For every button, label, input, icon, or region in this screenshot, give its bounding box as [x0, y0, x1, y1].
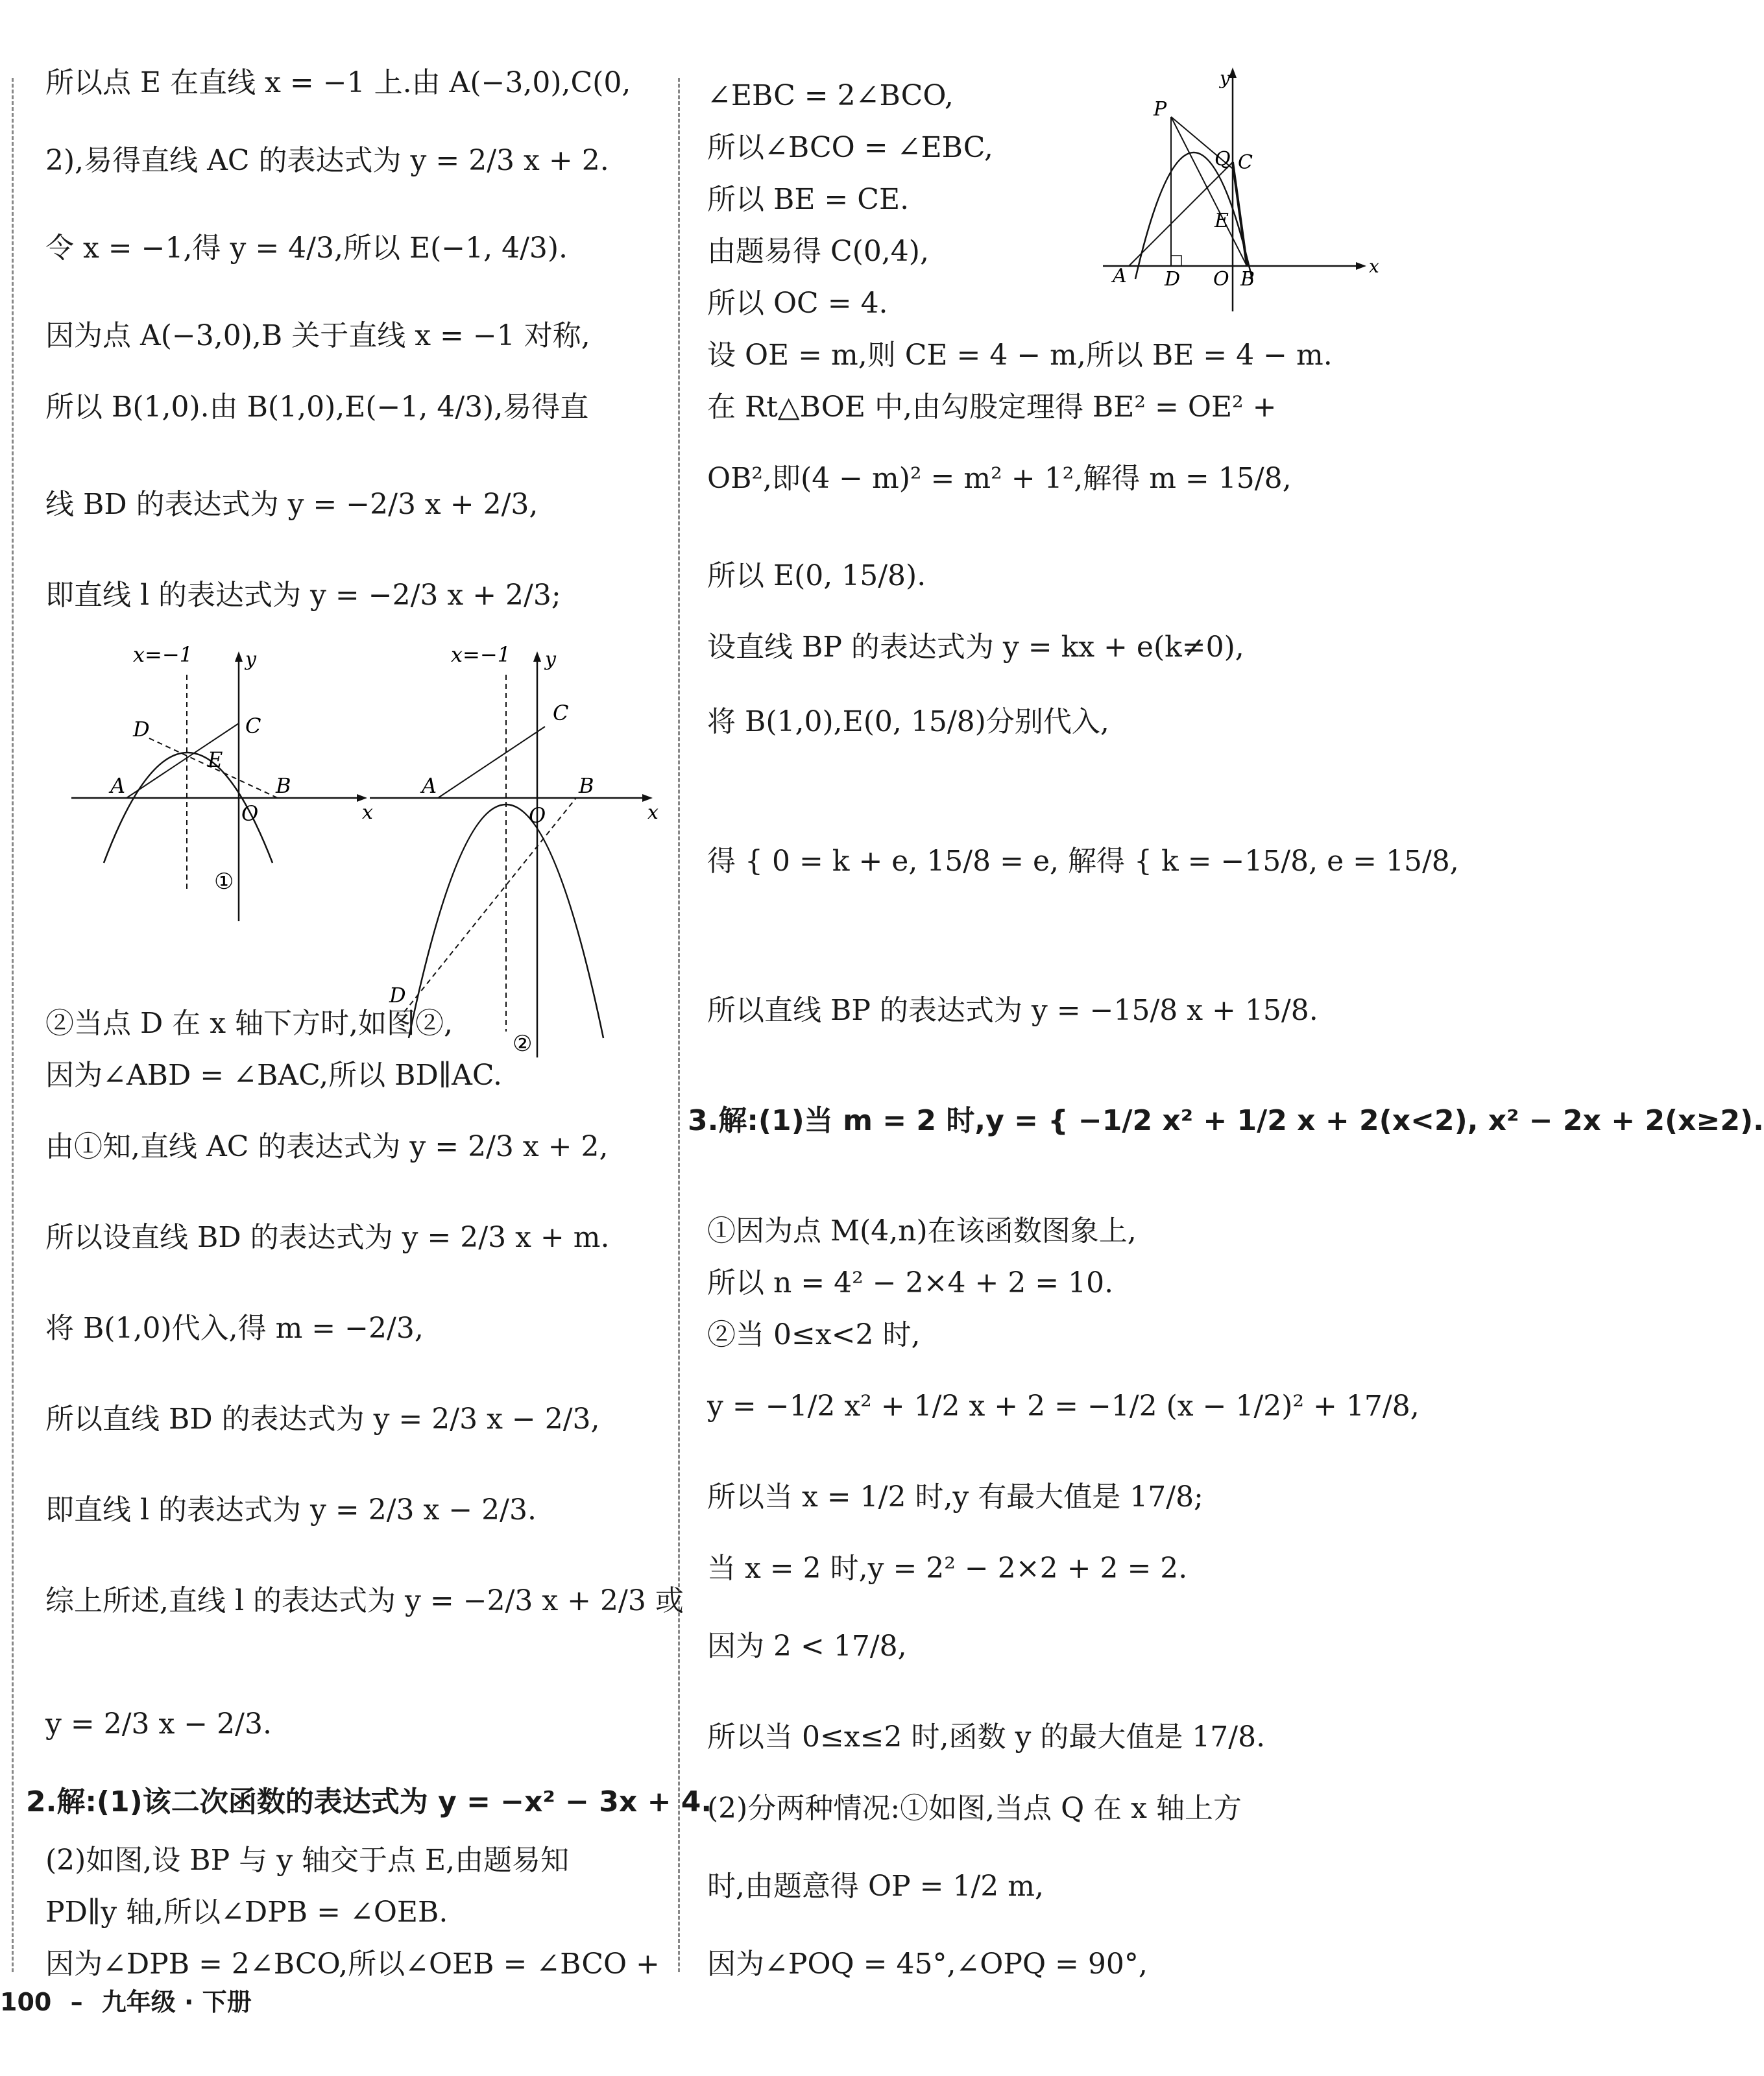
right-line: ②当 0≤x<2 时,: [707, 1318, 921, 1351]
fig3-point-B: B: [1240, 268, 1255, 291]
column-divider: [678, 78, 680, 1972]
fig3-x-label: x: [1369, 256, 1379, 277]
fig1-xline-label: x=−1: [133, 642, 193, 667]
figure-2: [370, 642, 668, 1057]
left-line: y = 2/3 x − 2/3.: [45, 1708, 272, 1741]
left-line: 令 x = −1,得 y = 4/3,所以 E(−1, 4/3).: [45, 232, 568, 265]
left-line: 所以 B(1,0).由 B(1,0),E(−1, 4/3),易得直: [45, 391, 589, 424]
right-line: ∠EBC = 2∠BCO,: [707, 79, 954, 112]
fig3-point-E: E: [1214, 210, 1229, 232]
right-line: 所以直线 BP 的表达式为 y = −15/8 x + 15/8.: [707, 994, 1318, 1027]
fig2-point-A: A: [422, 773, 437, 798]
left-line: 因为∠ABD = ∠BAC,所以 BD∥AC.: [45, 1059, 502, 1092]
left-line: 即直线 l 的表达式为 y = −2/3 x + 2/3;: [45, 579, 561, 612]
right-line: 因为∠POQ = 45°,∠OPQ = 90°,: [707, 1948, 1148, 1981]
left-line: 所以点 E 在直线 x = −1 上.由 A(−3,0),C(0,: [45, 66, 631, 99]
right-line: 设 OE = m,则 CE = 4 − m,所以 BE = 4 − m.: [707, 339, 1333, 372]
left-line: 将 B(1,0)代入,得 m = −2/3,: [45, 1312, 424, 1345]
left-line: 2),易得直线 AC 的表达式为 y = 2/3 x + 2.: [45, 144, 609, 177]
fig2-point-O: O: [529, 803, 546, 828]
right-line: 在 Rt△BOE 中,由勾股定理得 BE² = OE² +: [707, 391, 1277, 424]
figure-1: [71, 642, 383, 921]
fig3-y-label: y: [1220, 67, 1230, 89]
right-line: (2)分两种情况:①如图,当点 Q 在 x 轴上方: [707, 1792, 1242, 1825]
right-line: ①因为点 M(4,n)在该函数图象上,: [707, 1214, 1137, 1248]
right-line: OB²,即(4 − m)² = m² + 1²,解得 m = 15/8,: [707, 462, 1292, 495]
right-line: 得 { 0 = k + e, 15/8 = e, 解得 { k = −15/8, e = 15/8,: [707, 845, 1459, 878]
left-line: 因为点 A(−3,0),B 关于直线 x = −1 对称,: [45, 319, 590, 352]
fig2-x-label: x: [647, 801, 658, 824]
fig3-point-A: A: [1113, 265, 1127, 287]
right-line: 时,由题意得 OP = 1/2 m,: [707, 1870, 1044, 1903]
fig1-point-A: A: [110, 773, 126, 798]
fig2-point-C: C: [553, 701, 569, 725]
left-line: PD∥y 轴,所以∠DPB = ∠OEB.: [45, 1896, 448, 1929]
fig2-y-label: y: [545, 648, 556, 671]
right-line: 由题易得 C(0,4),: [707, 235, 929, 268]
right-line: 所以当 x = 1/2 时,y 有最大值是 17/8;: [707, 1480, 1203, 1514]
grade-label: 九年级 · 下册: [101, 1988, 252, 2016]
right-line: 设直线 BP 的表达式为 y = kx + e(k≠0),: [707, 631, 1244, 664]
fig3-point-C: C: [1238, 151, 1253, 174]
right-line: 所以当 0≤x≤2 时,函数 y 的最大值是 17/8.: [707, 1720, 1266, 1754]
fig1-point-C: C: [245, 714, 261, 738]
right-line: 所以 BE = CE.: [707, 183, 910, 216]
fig2-xline-label: x=−1: [451, 642, 511, 667]
fig2-point-D: D: [389, 983, 406, 1008]
fig2-point-B: B: [579, 773, 594, 798]
right-line: 当 x = 2 时,y = 2² − 2×2 + 2 = 2.: [707, 1552, 1188, 1585]
right-line: 因为 2 < 17/8,: [707, 1630, 907, 1663]
right-line: 所以 n = 4² − 2×4 + 2 = 10.: [707, 1266, 1114, 1299]
right-line: 所以 OC = 4.: [707, 287, 888, 320]
fig1-point-E: E: [208, 747, 223, 772]
fig1-caption: ①: [214, 869, 234, 895]
fig1-y-label: y: [245, 648, 256, 671]
right-line: 所以 E(0, 15/8).: [707, 559, 926, 592]
fig3-point-Q: Q: [1214, 148, 1231, 171]
fig1-point-O: O: [241, 801, 259, 826]
left-line: 因为∠DPB = 2∠BCO,所以∠OEB = ∠BCO +: [45, 1948, 660, 1981]
fig2-caption: ②: [513, 1031, 533, 1057]
left-line: 所以直线 BD 的表达式为 y = 2/3 x − 2/3,: [45, 1403, 600, 1436]
fig1-point-D: D: [133, 717, 150, 742]
left-line: 由①知,直线 AC 的表达式为 y = 2/3 x + 2,: [45, 1130, 609, 1163]
page-footer: [0, 1982, 252, 2018]
left-line: 所以设直线 BD 的表达式为 y = 2/3 x + m.: [45, 1221, 610, 1254]
left-line: 综上所述,直线 l 的表达式为 y = −2/3 x + 2/3 或: [45, 1584, 684, 1617]
problem-2-line: 2.解:(1)该二次函数的表达式为 y = −x² − 3x + 4.: [26, 1785, 712, 1818]
right-line: y = −1/2 x² + 1/2 x + 2 = −1/2 (x − 1/2)² + 17/8,: [707, 1390, 1420, 1423]
fig3-point-O: O: [1213, 268, 1229, 291]
left-line: (2)如图,设 BP 与 y 轴交于点 E,由题易知: [45, 1844, 570, 1877]
left-margin-rule: [12, 78, 14, 1972]
right-line: 将 B(1,0),E(0, 15/8)分别代入,: [707, 705, 1109, 738]
left-line: ②当点 D 在 x 轴下方时,如图②,: [45, 1007, 453, 1040]
left-line: 线 BD 的表达式为 y = −2/3 x + 2/3,: [45, 488, 538, 521]
figure-3: [1096, 65, 1408, 311]
fig1-point-B: B: [276, 773, 291, 798]
footer-dash: –: [70, 1988, 83, 2016]
page-number: 100: [0, 1988, 52, 2016]
right-line: 所以∠BCO = ∠EBC,: [707, 131, 993, 164]
fig3-point-D: D: [1165, 268, 1181, 291]
problem-3-line: 3.解:(1)当 m = 2 时,y = { −1/2 x² + 1/2 x + 2(x<2), x² − 2x + 2(x≥2).: [688, 1104, 1764, 1137]
left-line: 即直线 l 的表达式为 y = 2/3 x − 2/3.: [45, 1493, 537, 1527]
fig1-x-label: x: [362, 801, 373, 824]
fig3-point-P: P: [1154, 98, 1167, 121]
